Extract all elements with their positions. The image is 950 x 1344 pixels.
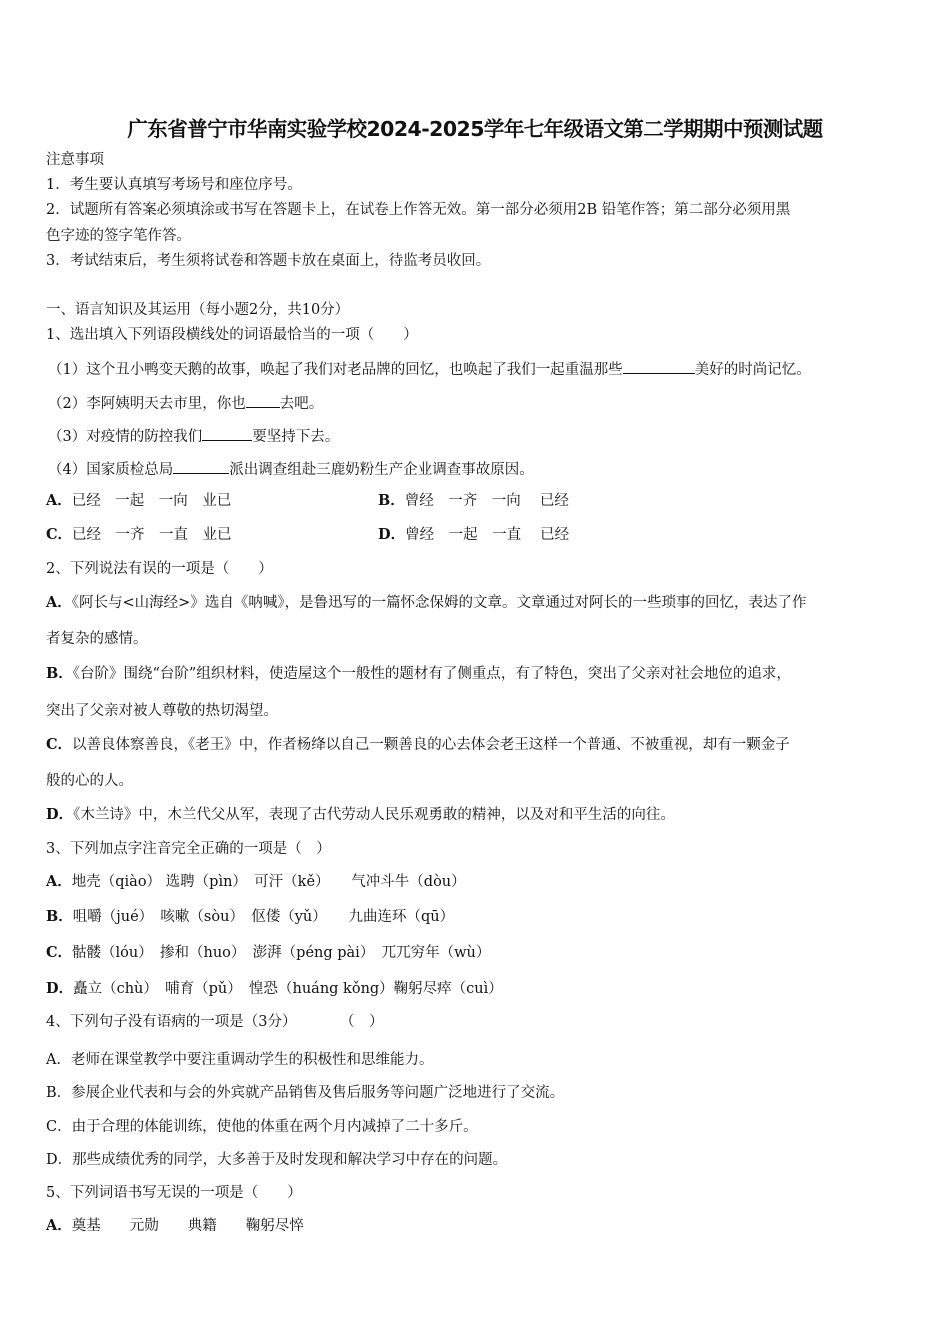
q3-option-d: D．矗立（chù） 哺育（pǔ） 惶恐（huáng kǒng）鞠躬尽瘁（cuì）: [46, 980, 503, 997]
q1-option-a: A．已经 一起 一向 业已: [46, 492, 232, 509]
q5-option-a: A．奠基 元勋 典籍 鞠躬尽悴: [46, 1217, 304, 1234]
q1-sentence-1: （1）这个丑小鸭变天鹅的故事，唤起了我们对老品牌的回忆，也唤起了我们一起重温那些 美好的时尚记忆。: [48, 362, 811, 378]
q2-option-b-cont: 突出了父亲对被人尊敬的热切渴望。: [46, 703, 278, 719]
q2-option-c-cont: 般的心的人。: [46, 773, 133, 789]
q3-option-b: B．咀嚼（jué） 咳嗽（sòu） 伛偻（yǔ） 九曲连环（qū）: [46, 908, 455, 925]
q2-option-a: A．《阿长与<山海经>》选自《呐喊》，是鲁迅写的一篇怀念保姆的文章。文章通过对阿长的一些琐事的回忆，表达了作: [46, 594, 807, 611]
answer-blank: [173, 461, 229, 474]
q2-option-c: C．以善良体察善良，《老王》中，作者杨绛以自己一颗善良的心去体会老王这样一个普通、不被重视，却有一颗金子: [46, 736, 790, 753]
q3-stem: 3、下列加点字注音完全正确的一项是（ ）: [46, 841, 331, 857]
notice-item-3: 3．考试结束后，考生须将试卷和答题卡放在桌面上，待监考员收回。: [46, 253, 491, 269]
q1-sentence-2: （2）李阿姨明天去市里，你也 去吧。: [48, 396, 324, 412]
q4-option-b: B．参展企业代表和与会的外宾就产品销售及售后服务等问题广泛地进行了交流。: [46, 1085, 565, 1101]
q3-option-c: C．骷髅（lóu） 掺和（huo） 澎湃（péng pài） 兀兀穷年（wù）: [46, 944, 491, 961]
q2-option-d: D．《木兰诗》中，木兰代父从军，表现了古代劳动人民乐观勇敢的精神，以及对和平生活的向往。: [46, 806, 675, 823]
answer-blank: [202, 428, 252, 441]
notice-heading: 注意事项: [46, 152, 104, 168]
section-heading: 一、语言知识及其运用（每小题2分，共10分）: [46, 302, 350, 318]
q1-option-c: C．已经 一齐 一直 业已: [46, 526, 232, 543]
q1-option-d: D．曾经 一起 一直 已经: [378, 526, 570, 543]
notice-item-2: 2．试题所有答案必须填涂或书写在答题卡上，在试卷上作答无效。第一部分必须用2B 铅笔作答；第二部分必须用黑: [46, 202, 791, 218]
q1-option-b: B．曾经 一齐 一向 已经: [378, 492, 569, 509]
notice-item-1: 1．考生要认真填写考场号和座位序号。: [46, 177, 302, 193]
answer-blank: [623, 361, 695, 374]
q1-sentence-4: （4）国家质检总局 派出调查组赴三鹿奶粉生产企业调查事故原因。: [48, 462, 534, 478]
q1-sentence-3: （3）对疫情的防控我们 要坚持下去。: [48, 429, 340, 445]
q1-stem: 1、选出填入下列语段横线处的词语最恰当的一项（ ）: [46, 327, 418, 343]
notice-item-2-cont: 色字迹的签字笔作答。: [46, 228, 191, 244]
q3-option-a: A．地壳（qiào） 选聘（pìn） 可汗（kě） 气冲斗牛（dòu）: [46, 873, 466, 890]
q4-option-c: C．由于合理的体能训练，使他的体重在两个月内减掉了二十多斤。: [46, 1119, 478, 1135]
q2-option-a-cont: 者复杂的感情。: [46, 631, 148, 647]
q2-stem: 2、下列说法有误的一项是（ ）: [46, 561, 273, 577]
q4-stem: 4、下列句子没有语病的一项是（3分） （ ）: [46, 1014, 384, 1030]
q5-stem: 5、下列词语书写无误的一项是（ ）: [46, 1185, 302, 1201]
q4-option-a: A．老师在课堂教学中要注重调动学生的积极性和思维能力。: [46, 1052, 434, 1068]
page-title: 广东省普宁市华南实验学校2024-2025学年七年级语文第二学期期中预测试题: [127, 117, 823, 141]
answer-blank: [246, 395, 280, 408]
q4-option-d: D．那些成绩优秀的同学，大多善于及时发现和解决学习中存在的问题。: [46, 1152, 508, 1168]
q2-option-b: B．《台阶》围绕“台阶”组织材料，使造屋这个一般性的题材有了侧重点，有了特色，突出了父亲对社会地位的追求，: [46, 665, 791, 682]
